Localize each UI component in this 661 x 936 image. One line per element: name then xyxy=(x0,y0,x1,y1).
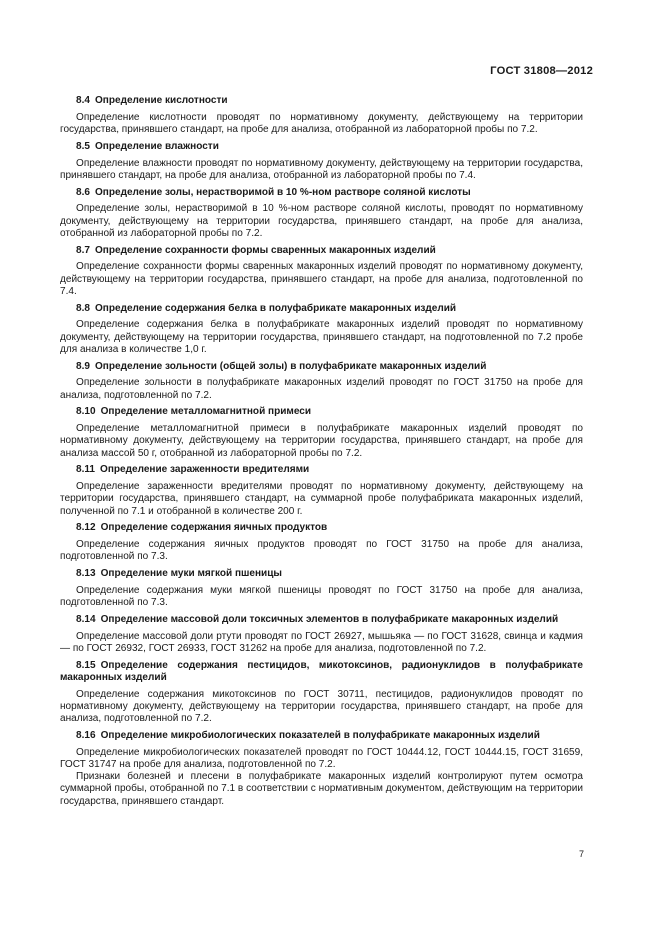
section-paragraph: Определение содержания муки мягкой пшеницы проводят по ГОСТ 31750 на пробе для анализа, подготовленной по 7.3. xyxy=(60,584,583,609)
section-number: 8.4 xyxy=(76,95,90,106)
section-number: 8.11 xyxy=(76,464,95,476)
section-heading xyxy=(60,406,583,418)
section-number: 8.6 xyxy=(76,186,90,198)
section-8-6 xyxy=(60,187,583,240)
section-title: Определение содержания белка в полуфабрикате макаронных изделий xyxy=(94,302,457,314)
section-title: Определение муки мягкой пшеницы xyxy=(100,568,282,580)
section-number: 8.14 xyxy=(76,613,96,625)
section-number: 8.15 xyxy=(76,659,96,671)
section-heading xyxy=(60,464,583,476)
section-8-13 xyxy=(60,568,583,609)
section-number: 8.10 xyxy=(76,406,96,418)
section-paragraph: Признаки болезней и плесени в полуфабрикате макаронных изделий контролируют путем осмотра суммарной пробы, отобранной по 7.1 в соответствии с нормативным документом, действующим на территории государства, принявшего стандарт. xyxy=(60,771,583,807)
section-heading xyxy=(60,614,583,626)
section-8-15 xyxy=(60,660,583,726)
section-title: Определение зараженности вредителями xyxy=(100,464,310,476)
section-number: 8.8 xyxy=(76,302,90,314)
section-title: Определение содержания пестицидов, микотоксинов, радионуклидов в полуфабрикате макаронных изделий xyxy=(60,659,583,683)
standard-code: ГОСТ 31808—2012 xyxy=(490,65,593,77)
section-8-11 xyxy=(60,464,583,517)
section-8-12 xyxy=(60,522,583,563)
section-paragraph: Определение металломагнитной примеси в полуфабрикате макаронных изделий проводят по нормативному документу, действующему на территории государства, принявшего стандарт, на пробе для анализа массой 50 г, отобранной из лабораторной пробы по 7.2. xyxy=(60,423,583,459)
section-paragraph: Определение сохранности формы сваренных макаронных изделий проводят по нормативному документу, действующему на территории государства, принявшего стандарт, на пробе для анализа, подготовленной по 7.4. xyxy=(60,261,583,297)
section-title: Определение микробиологических показателей в полуфабрикате макаронных изделий xyxy=(100,729,540,741)
section-paragraph: Определение содержания микотоксинов по ГОСТ 30711, пестицидов, радионуклидов проводят по нормативному документу, действующему на территории государства, принявшего стандарт, на пробе для анализа, подготовленной по 7.2. xyxy=(60,688,583,725)
section-8-16 xyxy=(60,730,583,808)
section-heading xyxy=(60,730,583,742)
section-number: 8.5 xyxy=(76,140,90,152)
section-8-10 xyxy=(60,406,583,459)
section-8-4 xyxy=(60,95,583,136)
section-title: Определение металломагнитной примеси xyxy=(100,406,312,418)
section-number: 8.16 xyxy=(76,729,96,741)
section-title: Определение кислотности xyxy=(94,95,228,106)
document-header xyxy=(490,65,593,77)
section-heading xyxy=(60,522,583,534)
section-8-14 xyxy=(60,614,583,655)
section-heading xyxy=(60,303,583,315)
page-body xyxy=(60,95,583,812)
section-paragraph: Определение кислотности проводят по нормативному документу, действующему на территории государства, принявшего стандарт, на пробе для анализа, отобранной из лабораторной пробы по 7.2. xyxy=(60,111,583,135)
section-8-7 xyxy=(60,245,583,298)
section-number: 8.13 xyxy=(76,568,96,580)
section-8-9 xyxy=(60,361,583,402)
section-title: Определение сохранности формы сваренных макаронных изделий xyxy=(94,244,436,256)
section-heading xyxy=(60,568,583,580)
section-number: 8.9 xyxy=(76,360,90,372)
section-paragraph: Определение золы, нерастворимой в 10 %-ном растворе соляной кислоты, проводят по нормативному документу, действующему на территории государства, принявшего стандарт, на пробе для анализа, отобранной из лабораторной пробы по 7.2. xyxy=(60,203,583,239)
section-title: Определение зольности (общей золы) в полуфабрикате макаронных изделий xyxy=(94,360,487,372)
section-number: 8.12 xyxy=(76,522,96,534)
section-title: Определение содержания яичных продуктов xyxy=(100,522,328,534)
section-number: 8.7 xyxy=(76,244,90,256)
section-title: Определение влажности xyxy=(94,140,219,152)
section-title: Определение золы, нерастворимой в 10 %-ном растворе соляной кислоты xyxy=(94,186,471,198)
section-paragraph: Определение массовой доли ртути проводят по ГОСТ 26927, мышьяка — по ГОСТ 31628, свинца и кадмия — по ГОСТ 26932, ГОСТ 26933, ГОСТ 31262 на пробе для анализа, подготовленной по 7.2. xyxy=(60,630,583,654)
section-heading xyxy=(60,187,583,199)
page-number: 7 xyxy=(578,849,584,859)
section-heading xyxy=(60,141,583,153)
section-heading xyxy=(60,660,583,684)
section-paragraph: Определение влажности проводят по нормативному документу, действующему на территории государства, принявшего стандарт, на пробе для анализа, отобранной из лабораторной пробы по 7.4. xyxy=(60,157,583,181)
section-paragraph: Определение зольности в полуфабрикате макаронных изделий проводят по ГОСТ 31750 на пробе для анализа, подготовленной по 7.2. xyxy=(60,377,583,401)
section-heading xyxy=(60,245,583,257)
section-heading xyxy=(60,95,583,107)
section-paragraph: Определение зараженности вредителями проводят по нормативному документу, действующему на территории государства, принявшего стандарт, на суммарной пробе полуфабриката макаронных изделий, полученной по 7.1 и отобранной в количестве 200 г. xyxy=(60,481,583,517)
section-8-8 xyxy=(60,303,583,356)
section-paragraph: Определение микробиологических показателей проводят по ГОСТ 10444.12, ГОСТ 10444.15, ГОСТ 31659, ГОСТ 31747 на пробе для анализа, подготовленной по 7.2. xyxy=(60,746,583,770)
section-heading xyxy=(60,361,583,373)
section-title: Определение массовой доли токсичных элементов в полуфабрикате макаронных изделий xyxy=(100,613,559,625)
section-8-5 xyxy=(60,141,583,182)
section-paragraph: Определение содержания белка в полуфабрикате макаронных изделий проводят по нормативному документу, действующему на территории государства, принявшего стандарт, на подготовленной по 7.2 пробе для анализа в количестве 1,0 г. xyxy=(60,319,583,355)
section-paragraph: Определение содержания яичных продуктов проводят по ГОСТ 31750 на пробе для анализа, подготовленной по 7.3. xyxy=(60,539,583,563)
